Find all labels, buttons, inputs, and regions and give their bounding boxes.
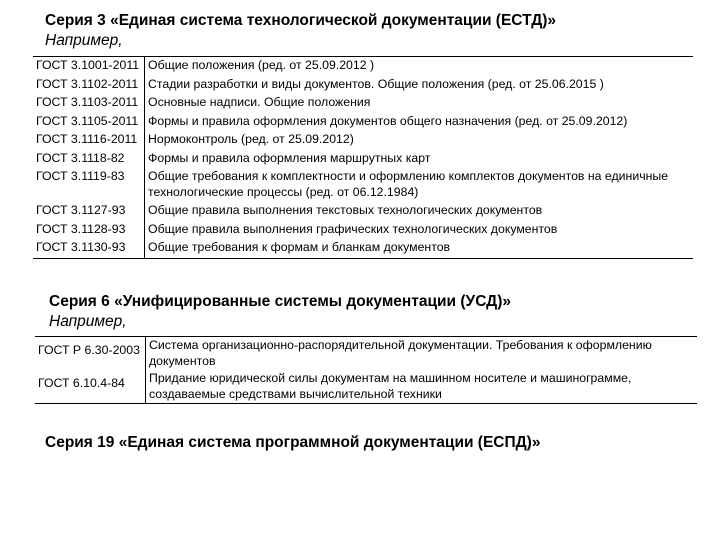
standard-title: Общие требования к комплектности и оформлению комплектов документов на единичные технологические процессы (ред. от 06.12.1984): [145, 168, 694, 202]
table-row: [33, 202, 693, 221]
series-3-heading: Серия 3 «Единая система технологической документации (ЕСТД)»: [45, 12, 557, 29]
standard-code: ГОСТ 3.1116-2011: [36, 132, 138, 146]
table-row: [33, 131, 693, 150]
series-19-heading: Серия 19 «Единая система программной документации (ЕСПД)»: [45, 434, 541, 451]
standard-code: ГОСТ 3.1127-93: [36, 203, 126, 217]
series-6-example-label: Например,: [49, 313, 127, 330]
table-row: [35, 337, 697, 371]
standard-code: ГОСТ 3.1130-93: [36, 240, 126, 254]
table-row: [33, 168, 693, 202]
series-6-table: [35, 336, 697, 404]
series-3-example-label: Например,: [45, 32, 123, 49]
standard-code: ГОСТ 3.1105-2011: [36, 113, 139, 128]
standard-title: Система организационно-распорядительной документации. Требования к оформлению документов: [146, 337, 698, 371]
table-row: [33, 76, 693, 95]
standard-code: ГОСТ 6.10.4-84: [38, 376, 125, 390]
standard-title: Общие требования к формам и бланкам документов: [145, 239, 694, 258]
standard-title: Общие положения (ред. от 25.09.2012 ): [145, 57, 694, 76]
standard-code: ГОСТ Р 6.30-2003: [38, 343, 140, 357]
series-6-heading: Серия 6 «Унифицированные системы документации (УСД)»: [49, 293, 512, 310]
standard-title: Стадии разработки и виды документов. Общие положения (ред. от 25.06.2015 ): [145, 76, 694, 95]
standard-title: Общие правила выполнения текстовых технологических документов: [145, 202, 694, 221]
table-row: [33, 57, 693, 76]
standard-title: Нормоконтроль (ред. от 25.09.2012): [145, 131, 694, 150]
table-row: [33, 221, 693, 240]
table-row: [33, 113, 693, 132]
standard-code: ГОСТ 3.1118-82: [36, 150, 125, 165]
table-row: [33, 150, 693, 169]
standard-code: ГОСТ 3.1103-2011: [36, 95, 139, 109]
standard-title: Формы и правила оформления маршрутных карт: [145, 150, 694, 169]
standard-title: Основные надписи. Общие положения: [145, 94, 694, 113]
table-row: [33, 94, 693, 113]
table-row: [35, 370, 697, 404]
series-3-table: [33, 56, 693, 259]
standard-code: ГОСТ 3.1102-2011: [36, 76, 139, 91]
standard-code: ГОСТ 3.1001-2011: [36, 58, 140, 72]
standard-title: Придание юридической силы документам на машинном носителе и машинограмме, создаваемые средствами вычислительной техники: [146, 370, 698, 404]
standard-code: ГОСТ 3.1119-83: [36, 169, 125, 183]
standard-title: Формы и правила оформления документов общего назначения (ред. от 25.09.2012): [145, 113, 694, 132]
standard-code: ГОСТ 3.1128-93: [36, 221, 126, 236]
standard-title: Общие правила выполнения графических технологических документов: [145, 221, 694, 240]
table-row: [33, 239, 693, 258]
